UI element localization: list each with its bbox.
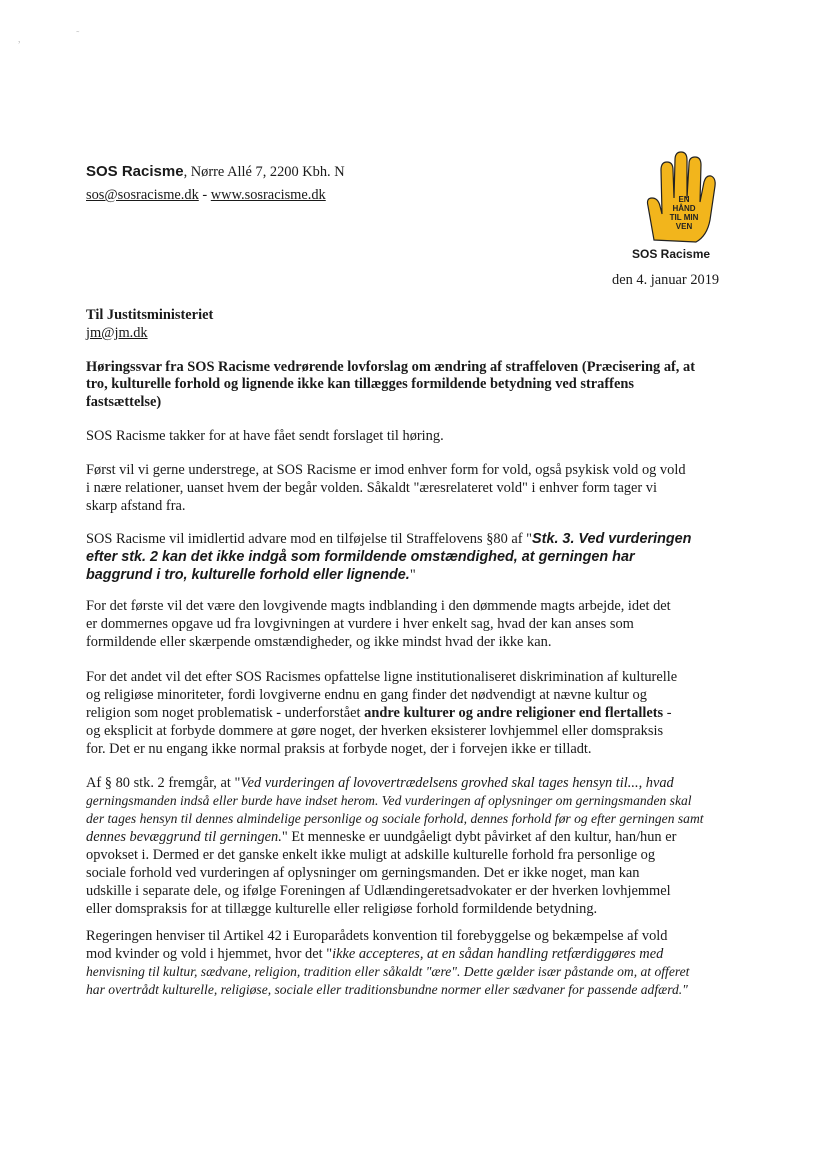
- text-run: mod kvinder og vold i hjemmet, hvor det ": [86, 946, 333, 962]
- contact-line: [86, 186, 326, 205]
- subject-line: tro, kulturelle forhold og lignende ikke kan tillægges formildende betydning ved straffens: [86, 376, 634, 392]
- law-quote: baggrund i tro, kulturelle forhold eller lignende.: [86, 567, 410, 583]
- paragraph-line: sociale forhold ved vurderingen af oplysninger om gerningsmanden. Det er ikke noget, man kan: [86, 865, 640, 881]
- law-quote: Stk. 3. Ved vurderingen: [532, 531, 692, 547]
- org-address: , Nørre Allé 7, 2200 Kbh. N: [183, 164, 345, 180]
- recipient-email-link[interactable]: jm@jm.dk: [86, 325, 148, 341]
- logo-hand-text: VEN: [675, 222, 693, 231]
- org-website-link[interactable]: www.sosracisme.dk: [210, 187, 326, 203]
- text-run: Af § 80 stk. 2 fremgår, at ": [86, 775, 241, 791]
- law-citation: dennes bevæggrund til gerningen.: [86, 829, 282, 845]
- text-run: religion som noget problematisk - underforstået: [86, 705, 365, 721]
- subject-line: fastsættelse): [86, 394, 162, 410]
- paragraph-line: Regeringen henviser til Artikel 42 i Europarådets konvention til forebyggelse og bekæmpelse af vold: [86, 928, 668, 944]
- scan-speck: ˜: [76, 30, 80, 41]
- paragraph-line: for. Det er nu engang ikke normal praksis at forbyde noget, der i forvejen ikke er tilladt.: [86, 741, 592, 757]
- law-quote: efter stk. 2 kan det ikke indgå som formildende omstændighed, at gerningen har: [86, 549, 635, 565]
- contact-separator: -: [198, 187, 211, 203]
- org-name: SOS Racisme: [86, 163, 184, 180]
- paragraph-line: er dommernes opgave ud fra lovgivningen at vurdere i hver enkelt sag, hvad der kan anses som: [86, 616, 634, 632]
- law-citation: gerningsmanden indså eller burde have indset herom. Ved vurderingen af oplysninger om gerningsmanden skal: [86, 793, 692, 808]
- logo-hand-text: HÅND: [672, 204, 696, 213]
- paragraph-line: skarp afstand fra.: [86, 498, 186, 514]
- recipient-name: Til Justitsministeriet: [86, 307, 214, 323]
- text-run: -: [663, 705, 672, 721]
- header-line: [86, 163, 345, 182]
- p3-intro: SOS Racisme vil imidlertid advare mod en tilføjelse til Straffelovens §80 af ": [86, 531, 533, 547]
- letter-date: den 4. januar 2019: [612, 272, 720, 288]
- subject-line: Høringssvar fra SOS Racisme vedrørende lovforslag om ændring af straffeloven (Præcisering af, at: [86, 359, 695, 375]
- paragraph-line: i nære relationer, uanset hvem der begår volden. Såkaldt "æresrelateret vold" i enhver form tager vi: [86, 480, 658, 496]
- paragraph-line: [86, 828, 676, 847]
- emphasis-text: andre kulturer og andre religioner end flertallets: [364, 705, 664, 721]
- paragraph-line: [86, 704, 672, 723]
- paragraph-line: eller domspraksis for at tillægge kulturelle eller religiøse forhold formildende betydning.: [86, 901, 598, 917]
- paragraph-line: [86, 566, 416, 585]
- paragraph-line: udskille i separate dele, og ifølge Foreningen af Udlændingeretsadvokater er der hverken lovhjemmel: [86, 883, 671, 899]
- convention-citation: ikke accepteres, at en sådan handling retfærdiggøres med: [332, 946, 664, 962]
- hand-icon: [632, 148, 732, 248]
- org-email-link[interactable]: sos@sosracisme.dk: [86, 187, 199, 203]
- paragraph-line: og religiøse minoriteter, fordi lovgiverne endnu en gang finder det nødvendigt at nævne kultur og: [86, 687, 647, 703]
- scan-speck: ,: [18, 34, 21, 45]
- paragraph-line: For det første vil det være den lovgivende magts indblanding i den dømmende magts arbejde, idet det: [86, 598, 671, 614]
- paragraph-line: formildende eller skærpende omstændigheder, og ikke mindst hvad der ikke kan.: [86, 634, 552, 650]
- logo-hand-text: EN: [678, 195, 690, 204]
- convention-citation: henvisning til kultur, sædvane, religion, tradition eller såkaldt "ære". Dette gælder især påstande om, at offeret: [86, 964, 690, 979]
- sos-racisme-logo: [632, 148, 732, 248]
- logo-caption: SOS Racisme: [632, 247, 711, 261]
- text-run: " Et menneske er uundgåeligt dybt påvirket af den kultur, han/hun er: [281, 829, 677, 845]
- quote-end: ": [409, 567, 416, 583]
- paragraph-line: [86, 530, 691, 549]
- law-citation: Ved vurderingen af lovovertrædelsens grovhed skal tages hensyn til..., hvad: [240, 775, 674, 791]
- paragraph-thanks: SOS Racisme takker for at have fået sendt forslaget til høring.: [86, 428, 444, 444]
- paragraph-line: opvokset i. Dermed er det ganske enkelt ikke muligt at adskille kulturelle forhold fra personlige og: [86, 847, 656, 863]
- paragraph-line: For det andet vil det efter SOS Racismes opfattelse ligne institutionaliseret diskrimination af kulturelle: [86, 669, 678, 685]
- paragraph-line: [86, 945, 663, 964]
- logo-hand-text: TIL MIN: [669, 213, 699, 222]
- paragraph-line: Først vil vi gerne understrege, at SOS Racisme er imod enhver form for vold, også psykisk vold og vold: [86, 462, 686, 478]
- convention-citation: har overtrådt kulturelle, religiøse, sociale eller traditionsbundne normer eller sædvaner for passende adfærd.": [86, 982, 688, 997]
- paragraph-line: [86, 774, 674, 793]
- paragraph-line: og eksplicit at forbyde dommere at gøre noget, der hverken eksisterer lovhjemmel eller domspraksis: [86, 723, 664, 739]
- law-citation: der tages hensyn til dennes almindelige personlige og sociale forhold, dennes forhold før og efter gerningen samt: [86, 811, 704, 826]
